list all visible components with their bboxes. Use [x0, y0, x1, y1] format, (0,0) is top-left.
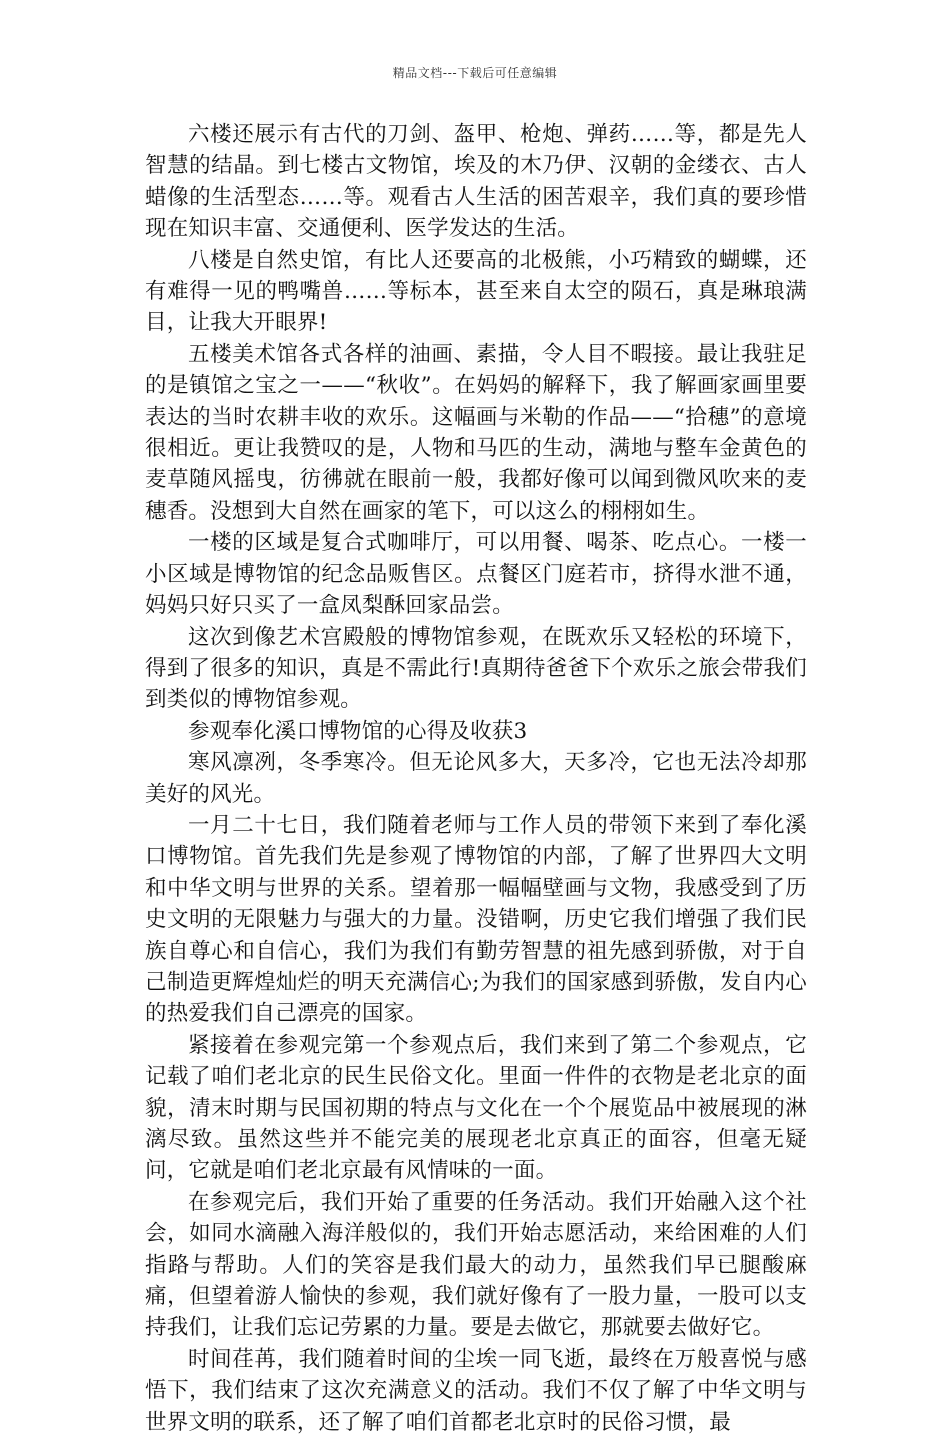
paragraph: 寒风凛冽，冬季寒冷。但无论风多大，天多冷，它也无法冷却那美好的风光。: [145, 750, 807, 807]
paragraph: 这次到像艺术宫殿般的博物馆参观，在既欢乐又轻松的环境下，得到了很多的知识，真是不需此行!真期待爸爸下个欢乐之旅会带我们到类似的博物馆参观。: [145, 624, 807, 713]
document-body: [145, 119, 807, 1438]
paragraph: 紧接着在参观完第一个参观点后，我们来到了第二个参观点，它记载了咱们老北京的民生民俗文化。里面一件件的衣物是老北京的面貌，清末时期与民国初期的特点与文化在一个个展览品中被展现的淋漓尽致。虽然这些并不能完美的展现老北京真正的面容，但毫无疑问，它就是咱们老北京最有风情味的一面。: [145, 1032, 807, 1184]
paragraph: 一月二十七日，我们随着老师与工作人员的带领下来到了奉化溪口博物馆。首先我们先是参观了博物馆的内部，了解了世界四大文明和中华文明与世界的关系。望着那一幅幅壁画与文物，我感受到了历史文明的无限魅力与强大的力量。没错啊，历史它我们增强了我们民族自尊心和自信心，我们为我们有勤劳智慧的祖先感到骄傲，对于自己制造更辉煌灿烂的明天充满信心;为我们的国家感到骄傲，发自内心的热爱我们自己漂亮的国家。: [145, 812, 807, 1027]
paragraph: 六楼还展示有古代的刀剑、盔甲、枪炮、弹药……等，都是先人智慧的结晶。到七楼古文物馆，埃及的木乃伊、汉朝的金缕衣、古人蜡像的生活型态……等。观看古人生活的困苦艰辛，我们真的要珍惜现在知识丰富、交通便利、医学发达的生活。: [145, 122, 807, 242]
page-header: 精品文档---下载后可任意编辑: [392, 66, 558, 80]
section-title: 参观奉化溪口博物馆的心得及收获3: [188, 718, 528, 744]
paragraph: 一楼的区域是复合式咖啡厅，可以用餐、喝茶、吃点心。一楼一小区域是博物馆的纪念品贩售区。点餐区门庭若市，挤得水泄不通，妈妈只好只买了一盒凤梨酥回家品尝。: [145, 530, 807, 619]
paragraph: 时间荏苒，我们随着时间的尘埃一同飞逝，最终在万般喜悦与感悟下，我们结束了这次充满意义的活动。我们不仅了解了中华文明与世界文明的联系，还了解了咱们首都老北京时的民俗习惯，最: [145, 1346, 807, 1435]
paragraph: 在参观完后，我们开始了重要的任务活动。我们开始融入这个社会，如同水滴融入海洋般似的，我们开始志愿活动，来给困难的人们指路与帮助。人们的笑容是我们最大的动力，虽然我们早已腿酸麻痛，但望着游人愉快的参观，我们就好像有了一股力量，一股可以支持我们，让我们忘记劳累的力量。要是去做它，那就要去做好它。: [145, 1189, 807, 1341]
paragraph: 八楼是自然史馆，有比人还要高的北极熊，小巧精致的蝴蝶，还有难得一见的鸭嘴兽……等标本，甚至来自太空的陨石，真是琳琅满目，让我大开眼界!: [145, 247, 807, 336]
paragraph: 五楼美术馆各式各样的油画、素描，令人目不暇接。最让我驻足的是镇馆之宝之一——“秋收”。在妈妈的解释下，我了解画家画里要表达的当时农耕丰收的欢乐。这幅画与米勒的作品——“拾穗”的意境很相近。更让我赞叹的是，人物和马匹的生动，满地与整车金黄色的麦草随风摇曳，彷彿就在眼前一般，我都好像可以闻到微风吹来的麦穗香。没想到大自然在画家的笔下，可以这么的栩栩如生。: [145, 341, 807, 524]
